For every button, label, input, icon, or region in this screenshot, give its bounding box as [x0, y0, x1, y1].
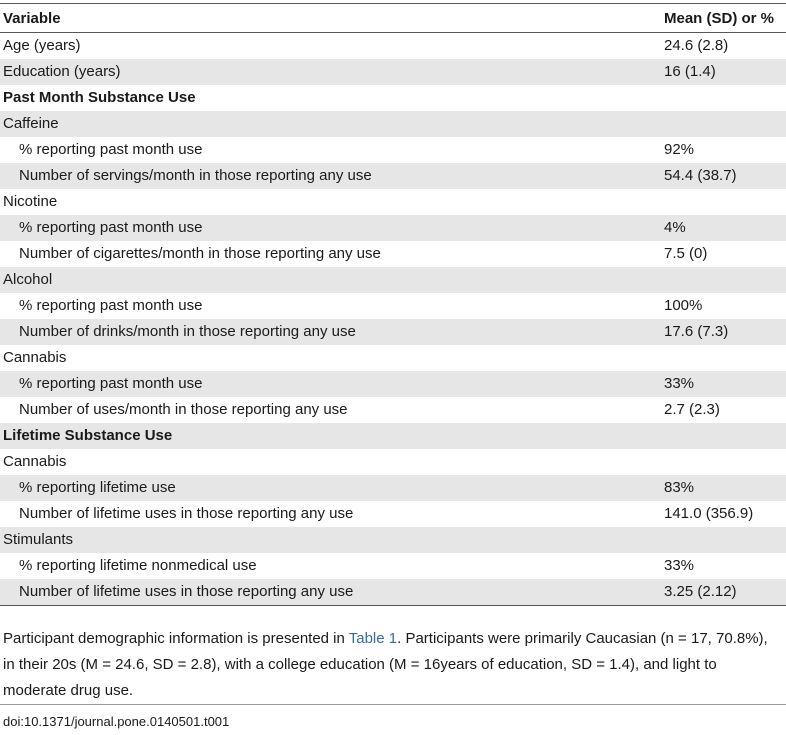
row-label: Age (years) [3, 37, 81, 54]
table-row [0, 215, 786, 241]
row-value: 33% [664, 557, 695, 574]
group-row [0, 527, 786, 553]
caption-text-before: Participant demographic information is presented in [3, 630, 349, 647]
header-variable: Variable [0, 6, 664, 33]
table-row [0, 319, 786, 345]
table-row [0, 501, 786, 527]
row-label: Number of uses/month in those reporting any use [19, 401, 348, 418]
row-value [664, 267, 786, 293]
table-row [0, 579, 786, 606]
row-label: Education (years) [0, 59, 664, 85]
row-value: 33% [664, 371, 786, 397]
row-label: Number of lifetime uses in those reporting any use [0, 579, 664, 606]
row-label: % reporting lifetime nonmedical use [19, 557, 257, 574]
caption-text-after: . Participants were primarily Caucasian (n = 17, 70.8%), in their 20s (M = 24.6, SD = 2.8), with a college education (M = 16years of education, SD = 1.4), and light to moderate drug use. [3, 630, 768, 699]
table-row [0, 59, 786, 85]
doi-text: doi:10.1371/journal.pone.0140501.t001 [3, 714, 230, 729]
row-value: 92% [664, 141, 695, 158]
group-row [0, 345, 786, 371]
row-value: 16 (1.4) [664, 59, 786, 85]
row-label: % reporting past month use [19, 141, 203, 158]
section-row [0, 85, 786, 111]
row-label: Nicotine [3, 193, 58, 210]
table-row [0, 371, 786, 397]
row-value [664, 189, 786, 215]
row-value: 7.5 (0) [664, 245, 708, 262]
row-label: Alcohol [0, 267, 664, 293]
row-value: 83% [664, 475, 786, 501]
row-value [664, 527, 786, 553]
row-value: 3.25 (2.12) [664, 579, 786, 606]
table-body [0, 33, 786, 606]
row-label: Number of servings/month in those reporting any use [0, 163, 664, 189]
row-label: Caffeine [0, 111, 664, 137]
row-label: % reporting lifetime use [0, 475, 664, 501]
row-value [664, 449, 786, 475]
header-row [0, 6, 786, 33]
row-value: 141.0 (356.9) [664, 505, 754, 522]
table-caption [3, 626, 783, 704]
group-row [0, 267, 786, 293]
row-value: 24.6 (2.8) [664, 37, 729, 54]
table-row [0, 553, 786, 579]
row-label: Past Month Substance Use [3, 89, 196, 106]
row-value [664, 423, 786, 449]
section-row [0, 423, 786, 449]
row-label: Cannabis [3, 453, 67, 470]
row-label: Lifetime Substance Use [0, 423, 664, 449]
row-label: Stimulants [0, 527, 664, 553]
data-table [0, 6, 786, 606]
table-row [0, 475, 786, 501]
row-value: 17.6 (7.3) [664, 319, 786, 345]
row-value [664, 111, 786, 137]
row-label: Number of cigarettes/month in those reporting any use [19, 245, 381, 262]
group-row [0, 189, 786, 215]
row-label: % reporting past month use [0, 215, 664, 241]
row-value: 100% [664, 297, 703, 314]
table-row [0, 33, 786, 60]
table-row [0, 397, 786, 423]
table-row [0, 163, 786, 189]
row-value: 2.7 (2.3) [664, 401, 720, 418]
group-row [0, 111, 786, 137]
table-1-link[interactable]: Table 1 [348, 630, 398, 647]
table-row [0, 137, 786, 163]
row-value [664, 85, 786, 111]
row-label: Number of drinks/month in those reporting any use [0, 319, 664, 345]
row-value: 54.4 (38.7) [664, 163, 786, 189]
header-mean-sd: Mean (SD) or % [664, 6, 786, 33]
row-label: % reporting past month use [19, 297, 203, 314]
bottom-rule [0, 704, 786, 705]
top-rule [0, 3, 786, 4]
table-row [0, 293, 786, 319]
table-row [0, 241, 786, 267]
row-value: 4% [664, 215, 786, 241]
row-value [664, 345, 786, 371]
row-label: % reporting past month use [0, 371, 664, 397]
row-label: Cannabis [3, 349, 67, 366]
group-row [0, 449, 786, 475]
row-label: Number of lifetime uses in those reporting any use [19, 505, 354, 522]
